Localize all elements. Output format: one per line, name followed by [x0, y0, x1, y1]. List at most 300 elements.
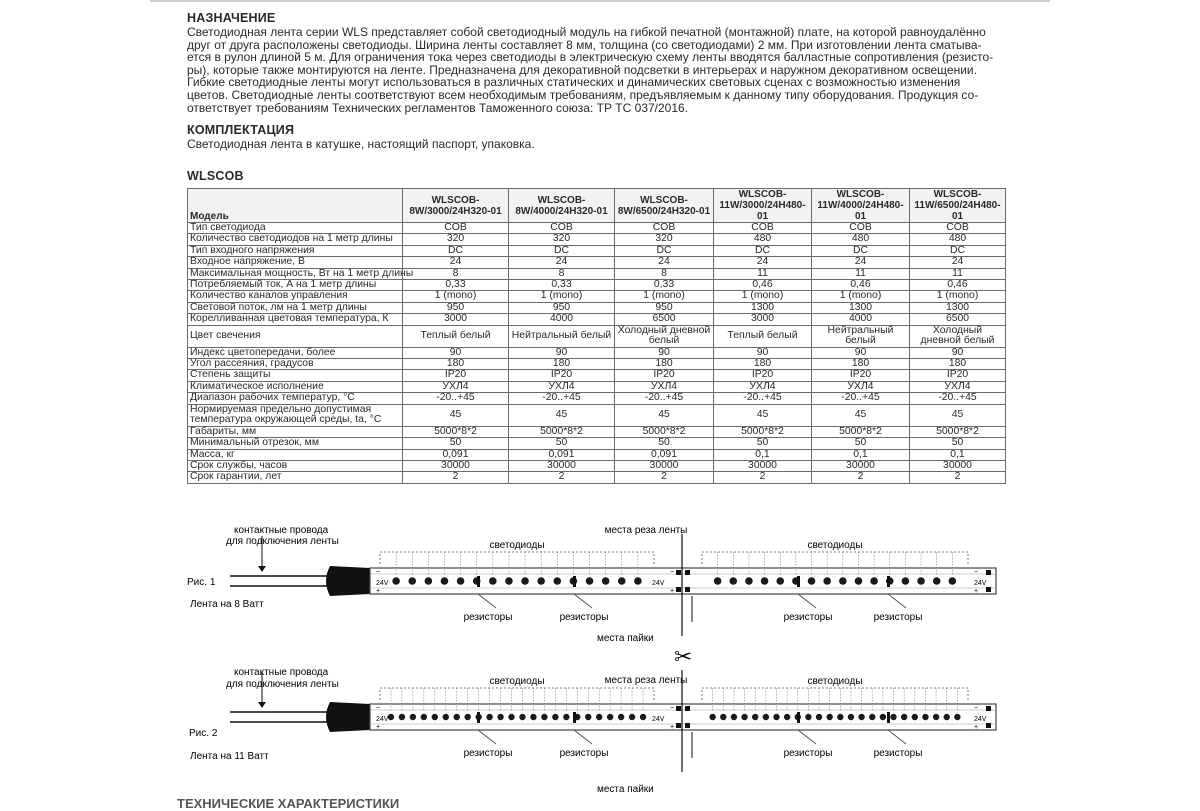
leds-label: светодиоды	[807, 540, 863, 551]
minus-label: −	[974, 569, 979, 576]
resistor-leader	[888, 594, 906, 608]
led-dot	[944, 714, 950, 720]
header-model-6	[910, 189, 1006, 223]
model-name-line1: WLSCOB-	[431, 194, 480, 206]
voltage-label: 24V	[652, 580, 665, 587]
wires-label-line2: для подключения ленты	[226, 679, 339, 690]
led-dot	[607, 714, 613, 720]
table-row	[188, 245, 1006, 256]
leds-bracket	[380, 552, 654, 564]
resistor-leader	[478, 730, 496, 744]
table-cell: 0,1	[910, 449, 1006, 460]
led-dot	[408, 577, 416, 585]
resistors-label: резисторы	[783, 748, 833, 759]
table-row	[188, 257, 1006, 268]
table-cell: 90	[910, 347, 1006, 358]
solder-pad	[676, 723, 681, 728]
package-text: Светодиодная лента в катушке, настоящий паспорт, упаковка.	[187, 137, 535, 151]
table-cell: 30000	[910, 460, 1006, 471]
resistor-leader	[888, 730, 906, 744]
row-label: Габариты, мм	[188, 426, 403, 437]
resistor-mark	[573, 712, 576, 723]
wires-label-line1: контактные провода	[234, 667, 329, 678]
table-row	[188, 426, 1006, 437]
led-dot	[741, 714, 747, 720]
table-cell: 180	[403, 359, 509, 370]
table-cell: COB	[615, 223, 714, 234]
led-dot	[933, 714, 939, 720]
resistor-mark	[887, 576, 890, 587]
led-dot	[949, 577, 957, 585]
table-cell: 30000	[812, 460, 910, 471]
table-cell: 1 (mono)	[403, 291, 509, 302]
row-label: Масса, кг	[188, 449, 403, 460]
purpose-section	[187, 12, 1002, 114]
table-cell: 50	[910, 438, 1006, 449]
led-dot	[902, 577, 910, 585]
table-row	[188, 268, 1006, 279]
resistors-label: резисторы	[463, 748, 513, 759]
plus-label: +	[670, 588, 675, 595]
connector-plug	[326, 566, 370, 596]
table-cell: 11	[910, 268, 1006, 279]
model-name-line2: 11W/4000/24H480-01	[817, 200, 904, 222]
led-dot	[596, 714, 602, 720]
table-cell: 11	[714, 268, 812, 279]
table-cell: 30000	[403, 460, 509, 471]
table-row	[188, 302, 1006, 313]
leds-bracket	[380, 688, 654, 700]
led-dot	[776, 577, 784, 585]
table-cell: 1 (mono)	[509, 291, 615, 302]
purpose-text	[187, 26, 1002, 114]
resistor-mark	[477, 712, 480, 723]
row-label: Световой поток, лм на 1 метр длины	[188, 302, 403, 313]
led-dot	[519, 714, 525, 720]
table-cell: DC	[403, 245, 509, 256]
table-cell: 5000*8*2	[910, 426, 1006, 437]
row-label: Срок службы, часов	[188, 460, 403, 471]
table-row	[188, 325, 1006, 347]
table-cell: 90	[403, 347, 509, 358]
row-label: Количество каналов управления	[188, 291, 403, 302]
led-dot	[521, 577, 529, 585]
led-dot	[890, 714, 896, 720]
table-cell: 2	[714, 472, 812, 483]
table-cell: 0,091	[403, 449, 509, 460]
row-label: Входное напряжение, В	[188, 257, 403, 268]
led-dot	[745, 577, 753, 585]
spec-table	[187, 188, 1006, 484]
minus-label: −	[670, 705, 675, 712]
table-cell: 8	[403, 268, 509, 279]
purpose-line: ется в рулон длиной 5 м. Для ограничения тока через светодиоды в электрическую схему ленты вводятся балластные сопротивления (резисто-	[187, 50, 994, 65]
table-row	[188, 359, 1006, 370]
led-dot	[585, 714, 591, 720]
table-cell: 45	[714, 404, 812, 426]
resistors-label: резисторы	[559, 612, 609, 623]
solder-pad	[986, 706, 991, 711]
table-cell: 90	[509, 347, 615, 358]
table-row	[188, 280, 1006, 291]
led-dot	[563, 714, 569, 720]
wires-label-line1: контактные провода	[234, 525, 329, 536]
table-cell: IP20	[812, 370, 910, 381]
resistors-label: резисторы	[873, 748, 923, 759]
table-cell: 6500	[910, 314, 1006, 325]
table-cell: 2	[509, 472, 615, 483]
resistor-mark	[797, 712, 800, 723]
led-dot	[388, 714, 394, 720]
table-cell: 320	[615, 234, 714, 245]
led-dot	[752, 714, 758, 720]
led-dot	[505, 577, 513, 585]
led-dot	[729, 577, 737, 585]
table-cell: 50	[403, 438, 509, 449]
table-cell: 6500	[615, 314, 714, 325]
solder-label: места пайки	[597, 633, 654, 644]
table-cell: 0,33	[403, 280, 509, 291]
table-cell: 4000	[812, 314, 910, 325]
leds-bracket	[702, 552, 968, 564]
strip-caption: Лента на 11 Ватт	[190, 751, 269, 762]
row-label: Максимальная мощность, Вт на 1 метр длины	[188, 268, 403, 279]
table-cell: 2	[403, 472, 509, 483]
table-cell: УХЛ4	[812, 381, 910, 392]
led-dot	[425, 577, 433, 585]
led-dot	[855, 577, 863, 585]
table-cell: 1300	[812, 302, 910, 313]
table-cell: COB	[714, 223, 812, 234]
table-cell: 320	[403, 234, 509, 245]
strip-caption: Лента на 8 Ватт	[190, 599, 264, 610]
table-cell: COB	[910, 223, 1006, 234]
resistors-label: резисторы	[783, 612, 833, 623]
table-cell: 8	[509, 268, 615, 279]
fig-label: Рис. 2	[189, 728, 218, 739]
model-name-line1: WLSCOB-	[933, 189, 982, 200]
table-cell: 950	[509, 302, 615, 313]
led-dot	[839, 577, 847, 585]
table-row	[188, 472, 1006, 483]
table-cell: 30000	[714, 460, 812, 471]
table-cell: COB	[403, 223, 509, 234]
solder-pad	[676, 706, 681, 711]
table-cell: -20..+45	[714, 393, 812, 404]
table-cell: 24	[509, 257, 615, 268]
row-label: Степень защиты	[188, 370, 403, 381]
table-cell: 8	[615, 268, 714, 279]
resistor-mark	[887, 712, 890, 723]
table-cell: 24	[714, 257, 812, 268]
model-name-line1: WLSCOB-	[640, 194, 688, 206]
package-section	[187, 124, 1002, 151]
led-dot	[629, 714, 635, 720]
arrow-icon	[258, 702, 266, 708]
table-cell: УХЛ4	[714, 381, 812, 392]
table-row	[188, 460, 1006, 471]
table-cell: 50	[812, 438, 910, 449]
table-cell: Холодный дневной белый	[615, 325, 714, 347]
led-dot	[709, 714, 715, 720]
table-cell: 4000	[509, 314, 615, 325]
table-cell: 1 (mono)	[714, 291, 812, 302]
led-dot	[954, 714, 960, 720]
table-cell: IP20	[714, 370, 812, 381]
table-cell: 24	[615, 257, 714, 268]
resistor-mark	[797, 576, 800, 587]
led-dot	[421, 714, 427, 720]
table-cell: -20..+45	[812, 393, 910, 404]
arrow-icon	[258, 566, 266, 572]
led-dot	[880, 714, 886, 720]
resistor-leader	[798, 730, 816, 744]
led-dot	[586, 577, 594, 585]
table-cell: 50	[714, 438, 812, 449]
table-cell: -20..+45	[615, 393, 714, 404]
table-cell: 180	[509, 359, 615, 370]
table-cell: 480	[714, 234, 812, 245]
row-label: Климатическое исполнение	[188, 381, 403, 392]
table-cell: 11	[812, 268, 910, 279]
resistors-label: резисторы	[559, 748, 609, 759]
table-cell: 45	[910, 404, 1006, 426]
table-cell: 2	[615, 472, 714, 483]
led-dot	[410, 714, 416, 720]
led-dot	[933, 577, 941, 585]
solder-label: места пайки	[597, 784, 654, 795]
table-cell: 1 (mono)	[615, 291, 714, 302]
table-cell: 0,1	[812, 449, 910, 460]
cut-label: места реза ленты	[604, 525, 688, 536]
table-cell: 0,46	[812, 280, 910, 291]
model-name-line2: 11W/3000/24H480-01	[719, 200, 806, 222]
solder-pad	[676, 570, 681, 575]
table-cell: 90	[615, 347, 714, 358]
led-dot	[773, 714, 779, 720]
table-cell: -20..+45	[910, 393, 1006, 404]
table-cell: 0,33	[509, 280, 615, 291]
row-label: Угол рассеяния, градусов	[188, 359, 403, 370]
plus-label: +	[376, 588, 381, 595]
led-dot	[837, 714, 843, 720]
led-dot	[848, 714, 854, 720]
table-row	[188, 347, 1006, 358]
plus-label: +	[376, 724, 381, 731]
table-cell: 480	[812, 234, 910, 245]
table-cell: 1 (mono)	[910, 291, 1006, 302]
purpose-line: ответствует требованиям Технических регламентов Таможенного союза: ТР ТС 037/2016.	[187, 100, 689, 115]
minus-label: −	[376, 705, 381, 712]
resistors-label: резисторы	[873, 612, 923, 623]
table-cell: 45	[615, 404, 714, 426]
table-cell: DC	[714, 245, 812, 256]
table-cell: 1300	[910, 302, 1006, 313]
row-label: Количество светодиодов на 1 метр длины	[188, 234, 403, 245]
table-cell: 0,091	[509, 449, 615, 460]
table-row	[188, 438, 1006, 449]
table-cell: -20..+45	[509, 393, 615, 404]
led-dot	[497, 714, 503, 720]
table-cell: DC	[812, 245, 910, 256]
led-dot	[808, 577, 816, 585]
led-dot	[634, 577, 642, 585]
strip-drawing	[230, 534, 996, 636]
resistors-label: резисторы	[463, 612, 513, 623]
table-cell: IP20	[910, 370, 1006, 381]
connector-plug	[326, 702, 370, 732]
leds-label: светодиоды	[489, 540, 545, 551]
table-cell: УХЛ4	[509, 381, 615, 392]
table-cell: 0,46	[910, 280, 1006, 291]
purpose-heading: НАЗНАЧЕНИЕ	[187, 11, 276, 25]
led-dot	[901, 714, 907, 720]
led-dot	[805, 714, 811, 720]
table-cell: 30000	[615, 460, 714, 471]
table-cell: УХЛ4	[403, 381, 509, 392]
resistor-leader	[574, 730, 592, 744]
table-cell: DC	[509, 245, 615, 256]
led-dot	[870, 577, 878, 585]
resistor-mark	[477, 576, 480, 587]
figure-1	[170, 518, 1030, 653]
table-cell: Теплый белый	[403, 325, 509, 347]
model-name-line1: WLSCOB-	[537, 194, 586, 206]
resistor-mark	[573, 576, 576, 587]
row-label: Цвет свечения	[188, 325, 403, 347]
table-cell: 3000	[714, 314, 812, 325]
solder-pad	[685, 723, 690, 728]
package-heading: КОМПЛЕКТАЦИЯ	[187, 123, 295, 137]
voltage-label: 24V	[974, 716, 987, 723]
table-cell: 2	[910, 472, 1006, 483]
led-dot	[761, 577, 769, 585]
led-dot	[858, 714, 864, 720]
voltage-label: 24V	[974, 580, 987, 587]
table-cell: 45	[812, 404, 910, 426]
led-dot	[912, 714, 918, 720]
purpose-line: Светодиодная лента серии WLS представляет собой светодиодный модуль на гибкой печатной (монтажной) плате, на которой равноудалённо	[187, 25, 986, 39]
purpose-line: друг от друга расположены светодиоды. Ширина ленты составляет 8 мм, толщина (со светодиодами) 2 мм. При изготовлении лента сматыва-	[187, 37, 982, 52]
table-row	[188, 223, 1006, 234]
table-cell: 1 (mono)	[812, 291, 910, 302]
leds-bracket	[702, 688, 968, 700]
table-cell: 90	[812, 347, 910, 358]
table-row	[188, 291, 1006, 302]
table-cell: IP20	[509, 370, 615, 381]
next-section-heading-cut: ТЕХНИЧЕСКИЕ ХАРАКТЕРИСТИКИ	[177, 796, 400, 811]
solder-pad	[685, 570, 690, 575]
led-dot	[602, 577, 610, 585]
voltage-label: 24V	[376, 716, 389, 723]
voltage-label: 24V	[652, 716, 665, 723]
table-cell: 2	[812, 472, 910, 483]
table-cell: 24	[403, 257, 509, 268]
header-model-label: Модель	[188, 189, 403, 223]
table-row	[188, 404, 1006, 426]
table-cell: 5000*8*2	[714, 426, 812, 437]
table-body	[188, 223, 1006, 484]
table-row	[188, 449, 1006, 460]
row-label: Потребляемый ток, А на 1 метр длины	[188, 280, 403, 291]
led-dot	[537, 577, 545, 585]
led-dot	[489, 577, 497, 585]
header-model-4	[714, 189, 812, 223]
page-top-border	[150, 0, 1050, 2]
led-dot	[530, 714, 536, 720]
table-cell: 5000*8*2	[615, 426, 714, 437]
led-dot	[464, 714, 470, 720]
solder-pad	[685, 706, 690, 711]
led-dot	[443, 714, 449, 720]
led-dot	[922, 714, 928, 720]
table-cell: IP20	[403, 370, 509, 381]
model-name-line2: 8W/3000/24H320-01	[409, 205, 502, 217]
table-cell: 50	[509, 438, 615, 449]
led-dot	[441, 577, 449, 585]
table-row	[188, 314, 1006, 325]
row-label: Тип светодиода	[188, 223, 403, 234]
table-cell: DC	[615, 245, 714, 256]
cut-label: места реза ленты	[604, 675, 688, 686]
voltage-label: 24V	[376, 580, 389, 587]
purpose-line: ры), которые также монтируются на ленте. Предназначена для декоративной подсветки в интерьерах и наружном декоративном освещении.	[187, 62, 977, 77]
row-label: Срок гарантии, лет	[188, 472, 403, 483]
table-cell: 3000	[403, 314, 509, 325]
led-dot	[508, 714, 514, 720]
table-cell: УХЛ4	[615, 381, 714, 392]
table-cell: 1300	[714, 302, 812, 313]
led-dot	[763, 714, 769, 720]
purpose-line: Гибкие светодиодные ленты могут использоваться в различных статических и динамических световых сценах с возможностью изменения	[187, 75, 961, 90]
table-cell: 45	[509, 404, 615, 426]
led-dot	[553, 577, 561, 585]
led-dot	[826, 714, 832, 720]
led-dot	[917, 577, 925, 585]
minus-label: −	[974, 705, 979, 712]
table-cell: УХЛ4	[910, 381, 1006, 392]
row-label: Индекс цветопередачи, более	[188, 347, 403, 358]
led-dot	[392, 577, 400, 585]
table-cell: 30000	[509, 460, 615, 471]
led-dot	[618, 577, 626, 585]
plus-label: +	[670, 724, 675, 731]
led-dot	[618, 714, 624, 720]
leds-label: светодиоды	[489, 676, 545, 687]
led-dot	[486, 714, 492, 720]
row-label: Тип входного напряжения	[188, 245, 403, 256]
led-dot	[823, 577, 831, 585]
table-cell: COB	[812, 223, 910, 234]
table-cell: 5000*8*2	[812, 426, 910, 437]
header-model-2	[509, 189, 615, 223]
solder-pad	[986, 570, 991, 575]
table-cell: 45	[403, 404, 509, 426]
model-name-line1: WLSCOB-	[738, 189, 787, 200]
plus-label: +	[974, 724, 979, 731]
solder-pad	[986, 723, 991, 728]
table-cell: 180	[714, 359, 812, 370]
led-dot	[869, 714, 875, 720]
row-label: Диапазон рабочих температур, °С	[188, 393, 403, 404]
model-name-line1: WLSCOB-	[836, 189, 885, 200]
resistor-leader	[798, 594, 816, 608]
table-cell: 180	[615, 359, 714, 370]
led-dot	[720, 714, 726, 720]
table-cell: 320	[509, 234, 615, 245]
table-cell: 0,091	[615, 449, 714, 460]
minus-label: −	[376, 569, 381, 576]
